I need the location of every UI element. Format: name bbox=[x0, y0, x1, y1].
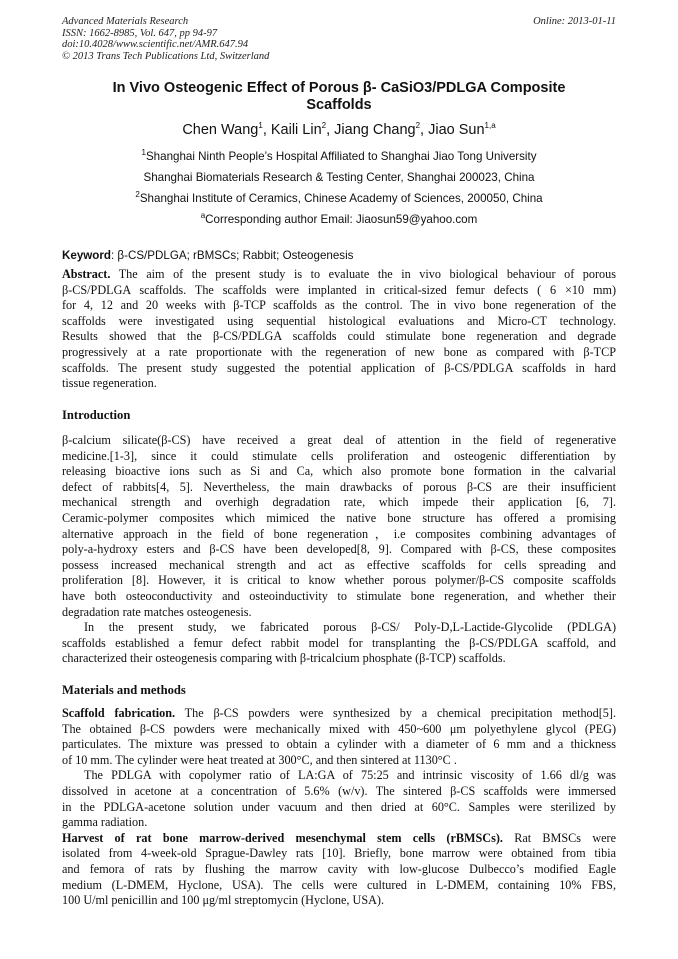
keyword-label: Keyword bbox=[62, 249, 111, 262]
introduction-heading: Introduction bbox=[62, 408, 131, 422]
introduction-paragraph-1: β-calcium silicate(β-CS) have received a great deal of attention in the field of regenerative medicine.[1-3], since it could stimulate cells proliferation and osteogenic differentiation by releasing bioactive ions such as Si and Ca, which also promote bone formation in the calvarial defect of rabbits[4, 5]. Nevertheless, the main drawbacks of porous β-CS are their insufficient mechanical strength and overhigh degradation rate, which impede their application [6, 7]. Ceramic-polymer composites which mimiced the native bone structure has offered a promising alternative approach in the field of bone regeneration，i.e composites combining advantages of poly-a-hydroxy esters and β-CS have been developed[8, 9]. Compared with β-CS, these composites possess increased mechanical strength and act as effective scaffolds for cells spreading and proliferation [8]. However, it is critical to know whether porous polymer/β-CS composite scaffolds have both osteoconductivity and osteoinductivity to stimulate bone regeneration, and whether their degradation rate matches osteogenesis. In the present study, we fabricated porous β-CS/ Poly-D,L-Lactide-Glycolide (PDLGA) scaffolds established a femur defect rabbit model for transplanting the β-CS/PDLGA scaffold, and characterized their osteogenesis comparing with β-tricalcium phosphate (β-TCP) scaffolds. bbox=[62, 433, 616, 666]
author: Jiang Chang$^2$, bbox=[334, 121, 429, 138]
author: Kaili Lin$^2$, bbox=[270, 121, 335, 138]
author: Chen Wang$^1$, bbox=[182, 121, 271, 138]
issn: ISSN: 1662-8985, Vol. 647, pp 94-97 bbox=[62, 27, 218, 39]
affiliation-1b: Shanghai Biomaterials Research & Testing Center, Shanghai 200023, China bbox=[143, 171, 535, 184]
scaffold-fabrication-label: Scaffold fabrication. bbox=[62, 706, 176, 720]
methods-paragraphs: Scaffold fabrication. The β-CS powders were synthesized by a chemical precipitation method[5]. The obtained β-CS powders were mechanically mixed with 450~600 μm polyethylene glycol (PEG) particulates. The mixture was pressed to obtain a cylinder with a diameter of 6 mm and a thickness of 10 mm. The cylinder were heat treated at 300°C, and then sintered at 1130°C . The PDLGA with copolymer ratio of LA:GA of 75:25 and intrinsic viscosity of 1.66 dl/g was dissolved in acetone at a concentration of 5.6% (w/v). The sintered β-CS scaffolds were immersed in the PDLGA-acetone solution under vacuum and then dried at 60°C. Samples were sterilized by gamma radiation. Harvest of rat bone marrow-derived mesenchymal stem cells (rBMSCs). Rat BMSCs were isolated from 4-week-old Sprague-Dawley rats [10]. Briefly, bone marrow were obtained from tibia and femora of rats by flushing the marrow cavity with low-glucose Dulbecco’s modified Eagle medium (L-DMEM, Hyclone, USA). The cells were cultured in L-DMEM, containing 10% FBS, 100 U/ml penicillin and 100 μg/ml streptomycin (Hyclone, USA). bbox=[62, 706, 617, 908]
affiliation-2: $^2$Shanghai Institute of Ceramics, Chinese Academy of Sciences, 200050, China bbox=[135, 190, 543, 205]
journal-header bbox=[62, 16, 269, 62]
online-date: Online: 2013-01-11 bbox=[533, 16, 616, 27]
title-line-1: In Vivo Osteogenic Effect of Porous β- CaSiO3/PDLGA Composite bbox=[112, 80, 566, 96]
affiliation-1: $^1$Shanghai Ninth People’s Hospital Affiliated to Shanghai Jiao Tong University bbox=[141, 148, 537, 163]
journal-name: Advanced Materials Research bbox=[62, 16, 189, 27]
keywords bbox=[62, 249, 353, 262]
title-line-2: Scaffolds bbox=[306, 97, 372, 113]
author: Jiao Sun$^{1,a}$ bbox=[428, 121, 496, 138]
corresponding-author: $^a$Corresponding author Email: Jiaosun59@yahoo.com bbox=[200, 211, 478, 226]
abstract-label: Abstract. bbox=[62, 267, 111, 281]
copyright: © 2013 Trans Tech Publications Ltd, Switzerland bbox=[62, 50, 270, 62]
author-list bbox=[62, 122, 616, 138]
doi: doi:10.4028/www.scientific.net/AMR.647.94 bbox=[62, 39, 249, 51]
keyword-text: : β-CS/PDLGA; rBMSCs; Rabbit; Osteogenesis bbox=[110, 249, 354, 262]
abstract: Abstract. The aim of the present study is to evaluate the in vivo biological behaviour of porous β-CS/PDLGA scaffolds. The scaffolds were implanted in critical-sized femur defects ( 6 ×10 mm) for 4, 12 and 20 weeks with β-TCP scaffolds as the control. The in vivo bone regeneration of the scaffolds were investigated using sequential histological evaluations and Micro-CT technology. Results showed that the β-CS/PDLGA scaffolds could stimulate bone regeneration and degrade progressively at a rate proportionate with the regeneration of new bone as compared with β-TCP scaffolds. The present study suggested the potential application of β-CS/PDLGA scaffolds in hard tissue regeneration. bbox=[62, 267, 616, 391]
paper-title bbox=[62, 80, 616, 114]
rbmsc-harvest-label: Harvest of rat bone marrow-derived mesenchymal stem cells (rBMSCs). bbox=[62, 830, 503, 845]
methods-heading: Materials and methods bbox=[62, 683, 186, 697]
